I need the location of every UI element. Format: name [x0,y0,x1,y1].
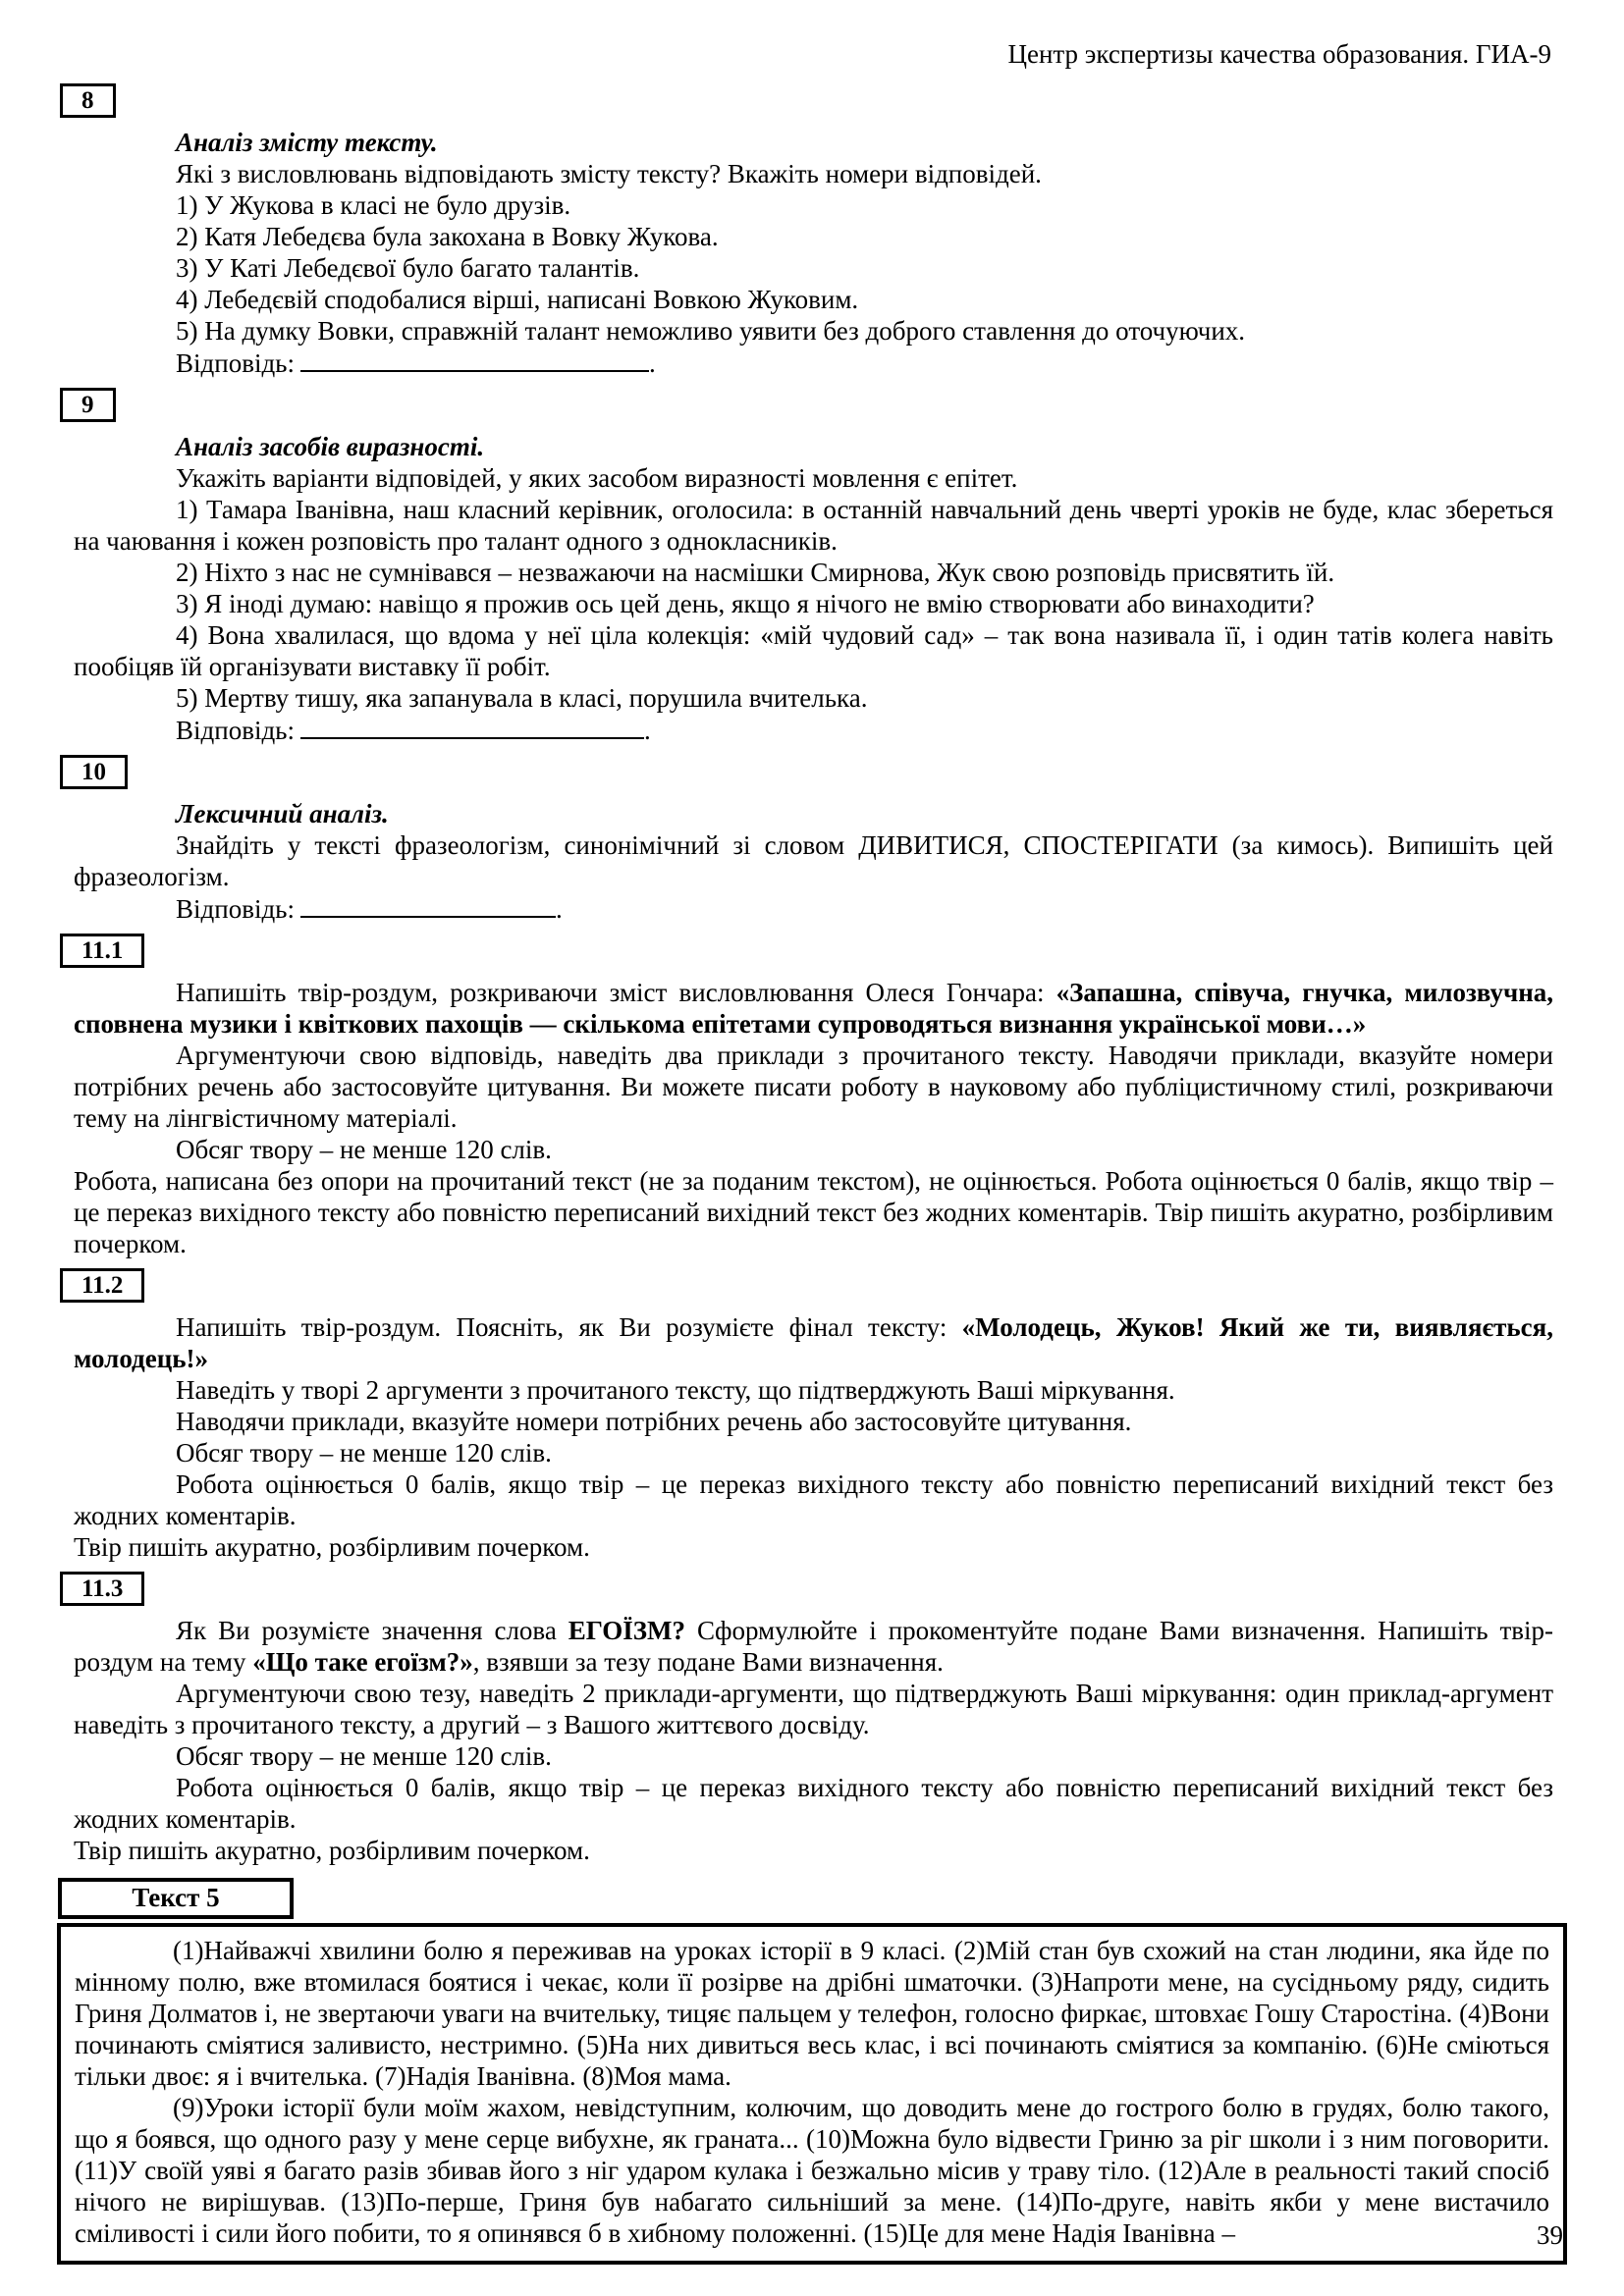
answer-label: Відповідь: [176,348,295,378]
question-11-2-grading-note: Робота оцінюється 0 балів, якщо твір – це переказ вихідного тексту або повністю переписаний вихідний текст без жодних коментарів. [74,1469,1553,1530]
question-11-3-number-box: 11.3 [60,1572,144,1606]
question-10-title: Лексичний аналіз. [176,799,389,828]
text-5-paragraph-1: (1)Найважчі хвилини болю я переживав на уроках історії в 9 класі. (2)Мій стан був схожий на стан людини, яка йде по мінному полю, вже втомилася боятися і чекає, коли її розірве на дрібні шматочки. (3)Напроти мене, на сусідньому ряду, сидить Гриня Долматов і, не звертаючи уваги на вчительку, тицяє пальцем у телефон, голосно фиркає, штовхає Гошу Старостіна. (4)Вони починають сміятися заливисто, нестримно. (5)На них дивиться весь клас, і всі починають сміятися за компанію. (6)Не сміються тільки двоє: я і вчителька. (7)Надія Іванівна. (8)Моя мама. [75,1936,1549,2091]
question-11-2-arguments: Наведіть у творі 2 аргументи з прочитаного тексту, що підтверджують Ваші міркування. [176,1375,1175,1405]
question-8-intro: Які з висловлювань відповідають змісту тексту? Вкажіть номери відповідей. [176,159,1042,188]
answer-period: . [644,716,651,745]
question-8-option-2: 2) Катя Лебедєва була закохана в Вовку Жукова. [176,222,719,251]
question-10-intro: Знайдіть у тексті фразеологізм, синонімічний зі словом ДИВИТИСЯ, СПОСТЕРІГАТИ (за кимось). Випишіть цей фразеологізм. [74,830,1553,891]
question-11-2-examples: Наводячи приклади, вказуйте номери потрібних речень або застосовуйте цитування. [176,1407,1132,1436]
question-11-1-grading-note: Робота, написана без опори на прочитаний текст (не за поданим текстом), не оцінюється. Робота оцінюється 0 балів, якщо твір – це переказ вихідного тексту або повністю переписаний вихідний текст без жодних коментарів. Твір пишіть акуратно, розбірливим почерком. [74,1166,1553,1258]
question-11-3-section [74,1563,1553,1866]
question-11-3-task [74,1615,1553,1678]
question-11-1-number-box: 11.1 [60,934,144,968]
question-8-option-1: 1) У Жукова в класі не було друзів. [176,190,571,220]
question-9-section [74,379,1553,746]
question-9-number-box: 9 [60,388,116,422]
task-text: Сформулюйте і прокоментуйте подане Вами визначення. Напишіть твір-роздум на тему [74,1616,1553,1677]
task-text: Напишіть твір-роздум, розкриваючи зміст висловлювання Олеся Гончара: [176,978,1056,1007]
question-8-section [74,75,1553,379]
question-9-option-4: 4) Вона хвалилася, що вдома у неї ціла колекція: «мій чудовий сад» – так вона називала її, і один татів колега навіть пообіцяв їй організувати виставку її робіт. [74,620,1553,681]
question-11-2-handwriting-note: Твір пишіть акуратно, розбірливим почерком. [74,1532,590,1562]
quoted-statement: «Молодець, Жуков! Який же ти, виявляється, молодець!» [74,1312,1553,1373]
page-number: 39 [1537,2220,1563,2250]
header-title: Центр экспертизы качества образования. ГИА-9 [1007,39,1551,69]
question-10-section [74,746,1553,925]
task-text: , взявши за тезу подане Вами визначення. [472,1647,944,1677]
question-11-1-section [74,925,1553,1259]
question-11-2-volume: Обсяг твору – не менше 120 слів. [176,1438,552,1468]
task-text: Напишіть твір-роздум. Поясніть, як Ви розумієте фінал тексту: [176,1312,962,1342]
question-11-2-section [74,1259,1553,1563]
question-11-1-task [74,977,1553,1040]
answer-label: Відповідь: [176,894,295,924]
question-11-1-instructions: Аргументуючи свою відповідь, наведіть два приклади з прочитаного тексту. Наводячи приклади, вказуйте номери потрібних речень або застосовуйте цитування. Ви можете писати роботу в науковому або публіцистичному стилі, розкриваючи тему на лінгвістичному матеріалі. [74,1041,1553,1133]
quoted-statement: «Запашна, співуча, гнучка, милозвучна, сповнена музики і квіткових пахощів — скількома епітетами супроводяться визнання української мови…» [74,978,1554,1039]
text-5-passage-box [57,1923,1567,2265]
answer-period: . [556,894,563,924]
question-9-option-2: 2) Ніхто з нас не сумнівався – незважаючи на насмішки Смирнова, Жук свою розповідь присвятить їй. [176,558,1335,587]
task-text: Як Ви розумієте значення слова [176,1616,568,1645]
question-9-option-3: 3) Я іноді думаю: навіщо я прожив ось цей день, якщо я нічого не вмію створювати або винаходити? [176,589,1315,618]
question-11-1-volume: Обсяг твору – не менше 120 слів. [176,1135,552,1164]
question-8-option-3: 3) У Каті Лебедєвої було багато талантів. [176,253,640,283]
question-8-option-5: 5) На думку Вовки, справжній талант неможливо уявити без доброго ставлення до оточуючих. [176,316,1246,346]
answer-blank [300,347,649,372]
question-8-answer-row [74,347,1553,379]
question-11-2-task [74,1311,1553,1374]
question-10-number-box: 10 [60,755,128,789]
question-11-2-number-box: 11.2 [60,1268,144,1303]
question-10-answer-row [74,892,1553,925]
text-5-section [74,1878,1553,2265]
question-8-title: Аналіз змісту тексту. [176,128,438,157]
question-8-option-4: 4) Лебедєвій сподобалися вірші, написані Вовкою Жуковим. [176,285,859,314]
question-9-intro: Укажіть варіанти відповідей, у яких засобом виразності мовлення є епітет. [176,463,1018,493]
question-9-title: Аналіз засобів виразності. [176,432,485,461]
text-5-label-box: Текст 5 [58,1878,294,1919]
answer-blank [300,892,556,918]
answer-blank [300,714,644,739]
question-11-3-volume: Обсяг твору – не менше 120 слів. [176,1741,552,1771]
text-5-paragraph-2: (9)Уроки історії були моїм жахом, невідступним, колючим, що доводить мене до гострого болю в грудях, болю такого, що я боявся, що одного разу у мене серце вибухне, як граната... (10)Можна було відвести Гриню за ріг школи і з ним поговорити. (11)У своїй уяві я багато разів збивав його з ніг ударом кулака і безжально місив у траву тіло. (12)Але в реальності такий спосіб нічого не вирішував. (13)По-перше, Гриня був набагато сильніший за мене. (14)По-друге, навіть якби у мене вистачило сміливості і сили його побити, то я опинявся б в хибному положенні. (15)Це для мене Надія Іванівна – [75,2093,1549,2248]
answer-label: Відповідь: [176,716,295,745]
question-11-3-handwriting-note: Твір пишіть акуратно, розбірливим почерком. [74,1836,590,1865]
question-11-3-arguments: Аргументуючи свою тезу, наведіть 2 приклади-аргументи, що підтверджують Ваші міркування: один приклад-аргумент наведіть з прочитаного тексту, а другий – з Вашого життєвого досвіду. [74,1679,1553,1739]
question-9-answer-row [74,714,1553,746]
question-8-number-box: 8 [60,83,116,118]
keyword-egoism: ЕГОЇЗМ? [568,1616,686,1645]
question-9-option-1: 1) Тамара Іванівна, наш класний керівник, оголосила: в останній навчальний день чверті уроків не буде, клас збереться на чаювання і кожен розповість про талант одного з однокласників. [74,495,1553,556]
question-9-option-5: 5) Мертву тишу, яка запанувала в класі, порушила вчителька. [176,683,868,713]
question-11-3-grading-note: Робота оцінюється 0 балів, якщо твір – це переказ вихідного тексту або повністю переписаний вихідний текст без жодних коментарів. [74,1773,1553,1834]
answer-period: . [649,348,656,378]
essay-topic: «Що таке егоїзм?» [252,1647,473,1677]
